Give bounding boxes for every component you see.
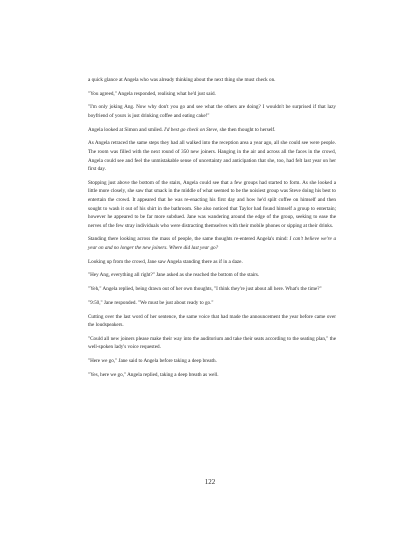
paragraph (88, 126, 336, 135)
paragraph: "Here we go," Jane said to Angela before taking a deep breath. (88, 358, 217, 365)
paragraph-thought: I can't believe we're a year on and no longer the new joiners. Where did last year go? (88, 236, 337, 251)
paragraph: "Could all new joiners please make their way into the auditorium and take their seats according to the seating plan," the well-spoken lady's voice requested. (88, 335, 336, 351)
paragraph: Looking up from the crowd, Jane saw Angela standing there as if in a daze. (88, 258, 243, 265)
paragraph: Cutting over the last word of her sentence, the same voice that had made the announcement the year before came over the loudspeakers. (88, 313, 336, 329)
paragraph (88, 235, 336, 252)
paragraph: "I'm only joking Ang. Now why don't you go and see what the others are doing? I wouldn't be surprised if that lazy boyfriend of yours is just drinking coffee and eating cake!" (88, 104, 336, 120)
page-number: 122 (204, 478, 216, 486)
paragraph: "Yeh," Angela replied, being drawn out of her own thoughts, "I think they're just about all here. What's the time?" (88, 286, 322, 293)
paragraph-text: Standing there looking across the mass of people, the same thoughts re-entered Angela's mind: (88, 236, 290, 243)
paragraph: "You agreed," Angela responded, realising what he'd just said. (88, 90, 216, 97)
paragraph-text: Angela looked at Simon and smiled. (88, 126, 165, 133)
paragraph: As Angela retraced the same steps they had all walked into the reception area a year ago, all she could see were people. The room was filled with the next round of 350 new joiners. Hanging in the air and across all the faces in the crowd, Angela could see and feel the unmistakable sense of uncertainty and anticipation that she, too, had felt last year on her first day. (88, 140, 336, 173)
paragraph: "9:50," Jane responded. "We must be just about ready to go." (88, 299, 214, 306)
paragraph: Stopping just above the bottom of the stairs, Angela could see that a few groups had started to form. As she looked a little more closely, she saw that smack in the middle of what seemed to be the noisiest group was Steve doing his best to entertain the crowd. It appeared that he was re-enacting his first day and how he'd spilt coffee on himself and then sought to wash it out of his shirt in the bathroom. She also noticed that Taylor had found himself a group to entertain; however he appeared to be far more subdued. Jane was wandering around the edge of the group, seeking to ease the nerves of the few stray individuals who were distracting themselves with their mobile phones or sipping at their drinks. (88, 179, 336, 229)
paragraph: "Yes, here we go," Angela replied, taking a deep breath as well. (88, 371, 219, 378)
paragraph-text: , she then thought to herself. (217, 126, 276, 133)
paragraph-thought: I'd best go check on Steve (164, 126, 218, 133)
book-page-body (88, 76, 336, 385)
paragraph: "Hey Ang, everything all right?" Jane asked as she reached the bottom of the stairs. (88, 272, 260, 279)
paragraph: a quick glance at Angela who was already thinking about the next thing she must check on. (88, 77, 276, 83)
